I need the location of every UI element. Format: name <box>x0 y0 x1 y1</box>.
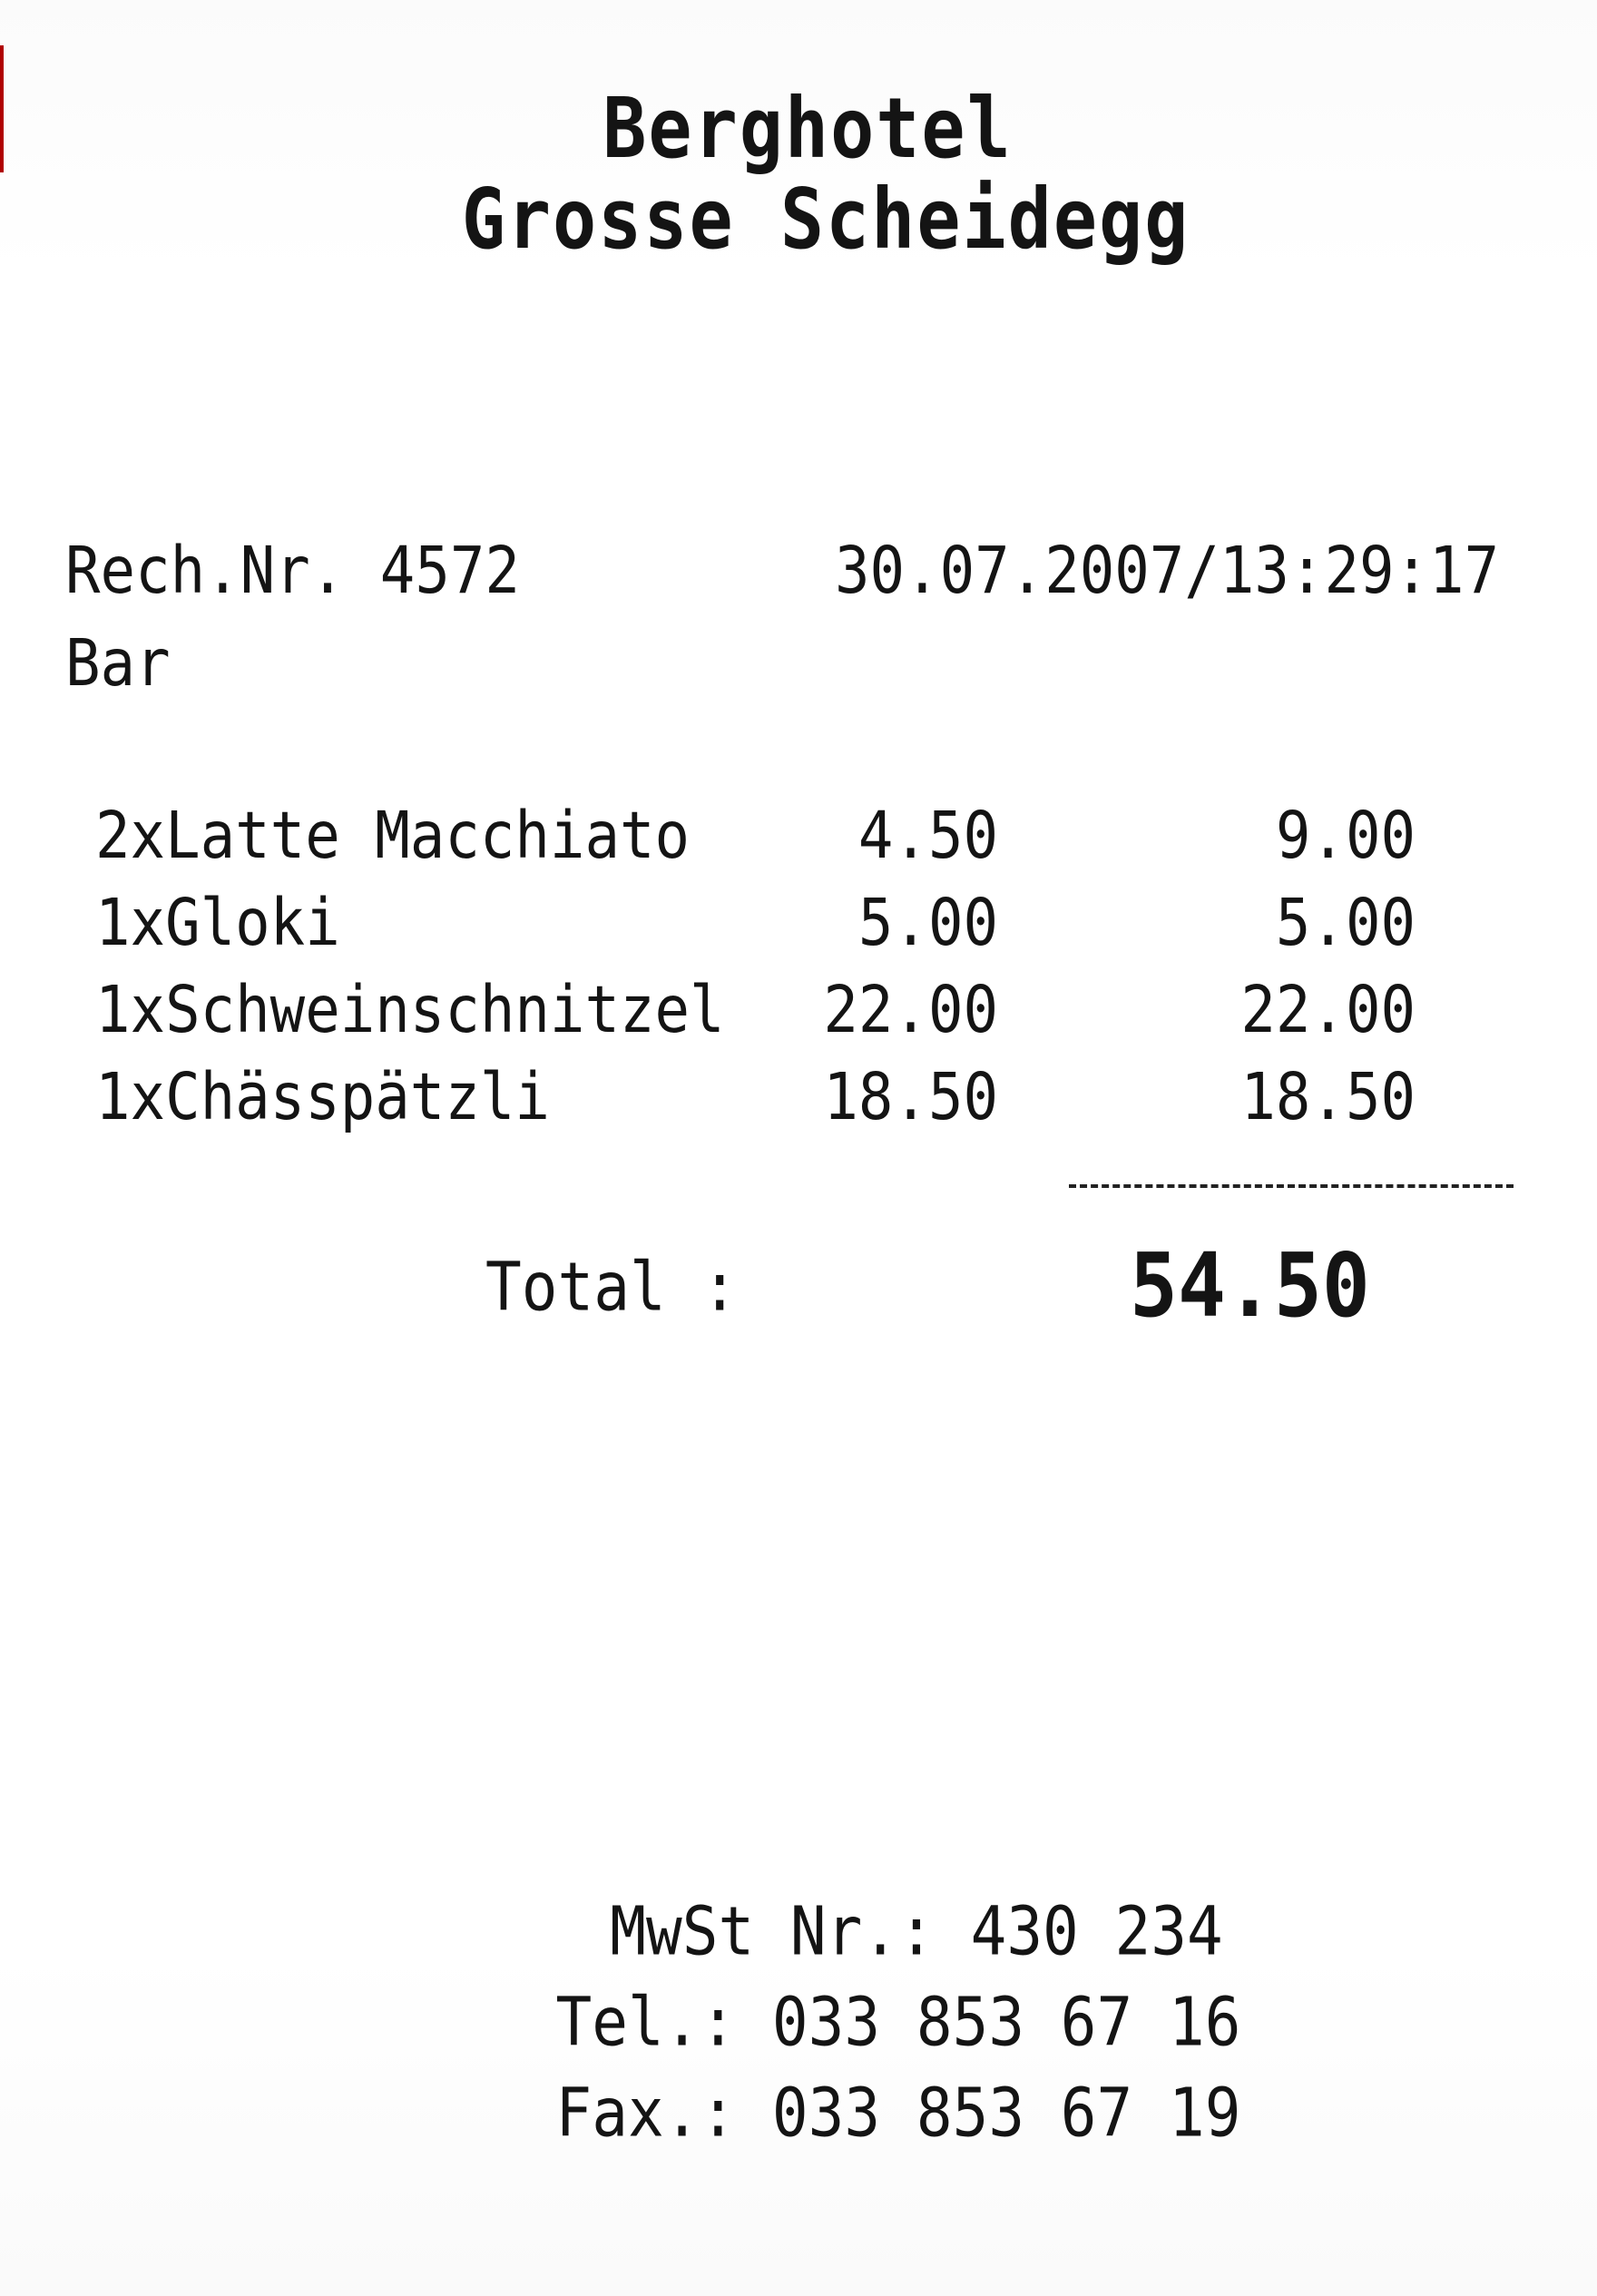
item-unit-price: 5.00 <box>857 886 998 961</box>
item-unit-price: 22.00 <box>823 973 998 1048</box>
item-name: 1xGloki <box>95 886 340 961</box>
item-total: 18.50 <box>1240 1060 1416 1135</box>
line-items <box>95 799 1511 1147</box>
invoice-number: Rech.Nr. 4572 <box>65 534 520 609</box>
item-name: 1xSchweinschnitzel <box>95 973 725 1048</box>
hotel-name-line2: Grosse Scheidegg <box>461 171 1190 268</box>
hotel-name-line1: Berghotel <box>603 80 1013 177</box>
location-label: Bar <box>65 626 171 702</box>
item-name: 2xLatte Macchiato <box>95 799 691 874</box>
total-value: 54.50 <box>1130 1234 1370 1338</box>
total-label: Total : <box>485 1248 739 1327</box>
item-name: 1xChässpätzli <box>95 1060 550 1135</box>
line-item <box>95 886 1511 973</box>
line-item <box>95 799 1511 886</box>
line-item <box>95 973 1511 1060</box>
fax-number: Fax.: 033 853 67 19 <box>555 2074 1241 2153</box>
phone-number: Tel.: 033 853 67 16 <box>555 1983 1241 2062</box>
item-total: 22.00 <box>1240 973 1416 1048</box>
item-unit-price: 18.50 <box>823 1060 998 1135</box>
item-total: 5.00 <box>1275 886 1416 961</box>
vat-number: MwSt Nr.: 430 234 <box>610 1892 1223 1971</box>
invoice-datetime: 30.07.2007/13:29:17 <box>835 534 1500 609</box>
item-unit-price: 4.50 <box>857 799 998 874</box>
line-item <box>95 1060 1511 1147</box>
total-divider <box>1069 1184 1514 1188</box>
item-total: 9.00 <box>1275 799 1416 874</box>
